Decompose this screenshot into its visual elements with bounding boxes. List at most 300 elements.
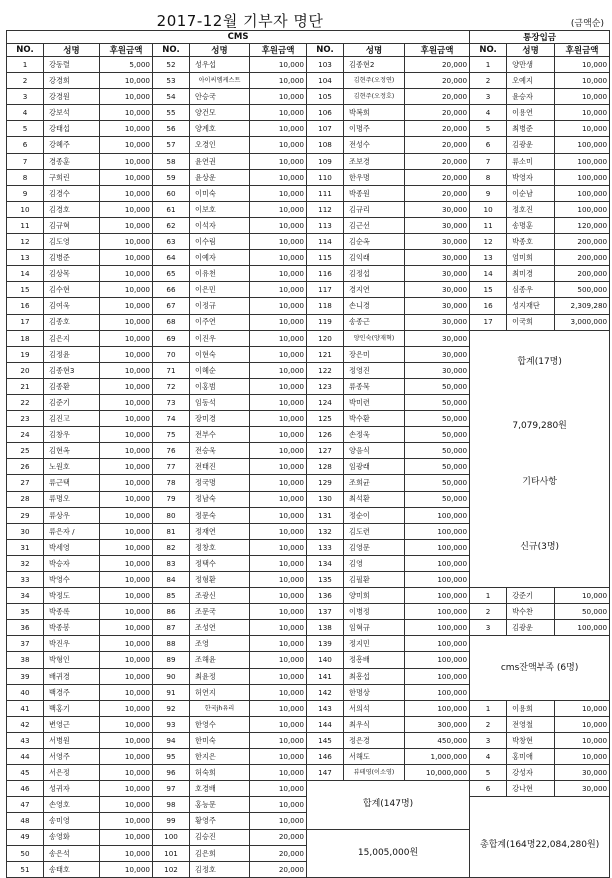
donor-name: 김필환 — [344, 572, 405, 588]
donor-amount: 10,000 — [555, 716, 610, 732]
donor-amount: 30,000 — [405, 234, 470, 250]
donor-name: 임동석 — [190, 394, 250, 410]
donor-no: 128 — [307, 459, 344, 475]
donor-amount: 10,000 — [250, 250, 307, 266]
donor-no: 83 — [153, 555, 190, 571]
donor-amount: 10,000 — [250, 652, 307, 668]
donor-name: 김정호 — [190, 861, 250, 877]
donor-no: 67 — [153, 298, 190, 314]
donor-no: 14 — [470, 266, 507, 282]
donor-amount: 10,000 — [250, 330, 307, 346]
donor-amount: 10,000 — [250, 153, 307, 169]
donor-name: 조성연 — [190, 620, 250, 636]
donor-amount: 10,000 — [100, 314, 153, 330]
donor-no: 38 — [7, 652, 44, 668]
donor-no: 143 — [307, 700, 344, 716]
donor-no: 55 — [153, 105, 190, 121]
donor-no: 13 — [7, 250, 44, 266]
donor-no: 54 — [153, 89, 190, 105]
donor-no: 44 — [7, 749, 44, 765]
donor-name: 배귀경 — [44, 668, 100, 684]
cms-section-header: CMS — [7, 31, 470, 44]
donor-no: 14 — [7, 266, 44, 282]
donor-name: 조해윤 — [190, 652, 250, 668]
donor-name: 조보경 — [344, 153, 405, 169]
donor-amount: 20,000 — [405, 153, 470, 169]
donor-amount: 30,000 — [405, 266, 470, 282]
donor-no: 104 — [307, 73, 344, 89]
donor-amount: 10,000 — [555, 732, 610, 748]
new-registration-label: 신규(3명) — [470, 507, 610, 587]
donor-name: 김진고 — [44, 411, 100, 427]
donor-no: 5 — [470, 121, 507, 137]
donor-no: 11 — [7, 217, 44, 233]
donor-name: 최윤정 — [190, 668, 250, 684]
donor-amount: 100,000 — [555, 169, 610, 185]
donor-name: 박영수 — [44, 572, 100, 588]
donor-no: 23 — [7, 411, 44, 427]
donor-name: 양인숙(양재혁) — [344, 330, 405, 346]
donor-name: 류명오 — [44, 491, 100, 507]
donor-no: 80 — [153, 507, 190, 523]
donor-amount: 100,000 — [555, 153, 610, 169]
donor-name: 이국희 — [507, 314, 555, 330]
donor-name: 김은지 — [44, 330, 100, 346]
donor-amount: 100,000 — [405, 636, 470, 652]
donor-no: 4 — [470, 105, 507, 121]
table-row — [7, 330, 610, 346]
donor-name: 박형인 — [44, 652, 100, 668]
donor-no: 2 — [7, 73, 44, 89]
donor-no: 68 — [153, 314, 190, 330]
donor-name: 박종봉 — [44, 620, 100, 636]
donor-amount: 50,000 — [405, 411, 470, 427]
donor-name: 김병준 — [44, 250, 100, 266]
donor-no: 64 — [153, 250, 190, 266]
donor-name: 박수환 — [344, 411, 405, 427]
donor-amount: 10,000 — [100, 89, 153, 105]
donor-name: 서영주 — [44, 749, 100, 765]
donor-name: 윤연권 — [190, 153, 250, 169]
donor-amount: 100,000 — [405, 668, 470, 684]
donor-amount: 10,000 — [250, 620, 307, 636]
donor-amount: 10,000 — [100, 507, 153, 523]
donor-amount: 10,000 — [250, 781, 307, 797]
table-row — [7, 459, 610, 475]
col-amount: 후원금액 — [250, 44, 307, 57]
donor-amount: 10,000 — [100, 105, 153, 121]
donor-name: 백홍기 — [44, 700, 100, 716]
donor-no: 35 — [7, 604, 44, 620]
donor-name: 송태호 — [44, 861, 100, 877]
donor-no: 37 — [7, 636, 44, 652]
donor-name: 송미영 — [44, 813, 100, 829]
donor-amount: 10,000 — [100, 234, 153, 250]
donor-no: 112 — [307, 201, 344, 217]
donor-amount: 120,000 — [555, 217, 610, 233]
donor-name: 윤승자 — [507, 89, 555, 105]
donor-name: 이미숙 — [190, 185, 250, 201]
donor-amount: 10,000 — [100, 813, 153, 829]
donor-amount: 100,000 — [405, 572, 470, 588]
donor-amount: 10,000 — [250, 443, 307, 459]
donor-name: 이현숙 — [190, 346, 250, 362]
donor-no: 40 — [7, 684, 44, 700]
donor-name: 정재연 — [190, 523, 250, 539]
donor-amount: 10,000 — [100, 217, 153, 233]
donor-no: 50 — [7, 845, 44, 861]
donor-amount: 10,000 — [100, 459, 153, 475]
donor-no: 24 — [7, 427, 44, 443]
donor-no: 4 — [7, 105, 44, 121]
donor-name: 박정도 — [44, 588, 100, 604]
donor-no: 9 — [470, 185, 507, 201]
donor-no: 94 — [153, 732, 190, 748]
donor-amount: 10,000 — [250, 700, 307, 716]
donor-amount: 200,000 — [555, 234, 610, 250]
donor-no: 78 — [153, 475, 190, 491]
donor-name: 한지은 — [190, 749, 250, 765]
donor-no: 47 — [7, 797, 44, 813]
donor-amount: 20,000 — [250, 829, 307, 845]
donor-name: 강보석 — [44, 105, 100, 121]
donor-amount: 30,000 — [405, 250, 470, 266]
donor-no: 20 — [7, 362, 44, 378]
donor-no: 2 — [470, 73, 507, 89]
donor-amount: 10,000 — [250, 604, 307, 620]
donor-name: 홍능문 — [190, 797, 250, 813]
table-row — [7, 234, 610, 250]
donor-no: 107 — [307, 121, 344, 137]
donor-no: 130 — [307, 491, 344, 507]
donor-no: 33 — [7, 572, 44, 588]
donor-no: 142 — [307, 684, 344, 700]
donor-no: 1 — [470, 588, 507, 604]
table-row — [7, 250, 610, 266]
table-row — [7, 588, 610, 604]
donor-name: 김종호 — [44, 314, 100, 330]
donor-name: 정영진 — [344, 362, 405, 378]
cms-shortfall-label: cms잔액부족 (6명) — [470, 636, 610, 700]
donor-no: 8 — [470, 169, 507, 185]
donor-no: 26 — [7, 459, 44, 475]
donor-amount: 10,000 — [100, 298, 153, 314]
table-row — [7, 201, 610, 217]
donor-name: 손니경 — [344, 298, 405, 314]
donor-no: 3 — [7, 89, 44, 105]
table-row — [7, 298, 610, 314]
donor-no: 133 — [307, 539, 344, 555]
donor-no: 76 — [153, 443, 190, 459]
donor-name: 경종훈 — [44, 153, 100, 169]
table-row — [7, 765, 610, 781]
donor-no: 145 — [307, 732, 344, 748]
donor-name: 정창호 — [190, 539, 250, 555]
donor-amount: 10,000 — [250, 201, 307, 217]
donor-no: 12 — [470, 234, 507, 250]
donor-name: 강경원 — [44, 89, 100, 105]
donor-name: 김규리 — [344, 201, 405, 217]
donor-amount: 10,000 — [100, 153, 153, 169]
donor-name: 서은정 — [44, 765, 100, 781]
donor-name: 최미경 — [507, 266, 555, 282]
donor-no: 146 — [307, 749, 344, 765]
donor-no: 123 — [307, 378, 344, 394]
donor-name: 송종근 — [344, 314, 405, 330]
donor-no: 119 — [307, 314, 344, 330]
donor-name: 김광운 — [507, 137, 555, 153]
donor-no: 5 — [470, 765, 507, 781]
donor-no: 1 — [470, 700, 507, 716]
donor-amount: 100,000 — [405, 652, 470, 668]
donor-name: 전승욱 — [190, 443, 250, 459]
donor-amount: 10,000 — [250, 234, 307, 250]
donor-amount: 10,000 — [100, 266, 153, 282]
donor-amount: 10,000 — [100, 378, 153, 394]
donor-amount: 10,000 — [250, 475, 307, 491]
donor-no: 16 — [7, 298, 44, 314]
donor-amount: 10,000 — [250, 137, 307, 153]
donor-no: 91 — [153, 684, 190, 700]
donor-amount: 10,000 — [555, 700, 610, 716]
donor-name: 류은자 / — [44, 523, 100, 539]
donor-no: 7 — [7, 153, 44, 169]
donor-no: 39 — [7, 668, 44, 684]
donor-amount: 200,000 — [555, 266, 610, 282]
donor-name: 김종환 — [44, 378, 100, 394]
donor-no: 121 — [307, 346, 344, 362]
donor-no: 36 — [7, 620, 44, 636]
donor-no: 87 — [153, 620, 190, 636]
donor-amount: 30,000 — [405, 282, 470, 298]
donor-no: 135 — [307, 572, 344, 588]
donor-no: 63 — [153, 234, 190, 250]
donor-name: 이용연 — [507, 105, 555, 121]
table-row — [7, 314, 610, 330]
donor-no: 11 — [470, 217, 507, 233]
donor-amount: 10,000 — [100, 523, 153, 539]
donor-no: 129 — [307, 475, 344, 491]
transfer-total-amount: 7,079,280원 — [470, 394, 610, 458]
donor-amount: 50,000 — [555, 604, 610, 620]
donor-no: 45 — [7, 765, 44, 781]
donor-amount: 50,000 — [405, 394, 470, 410]
donor-no: 115 — [307, 250, 344, 266]
donor-no: 105 — [307, 89, 344, 105]
donor-no: 89 — [153, 652, 190, 668]
donor-amount: 10,000 — [555, 588, 610, 604]
donor-name: 노원호 — [44, 459, 100, 475]
donor-amount: 10,000 — [250, 411, 307, 427]
donor-no: 28 — [7, 491, 44, 507]
donor-amount: 10,000 — [100, 555, 153, 571]
donor-amount: 100,000 — [555, 185, 610, 201]
donor-no: 147 — [307, 765, 344, 781]
donor-name: 이병정 — [344, 604, 405, 620]
donor-amount: 100,000 — [405, 555, 470, 571]
donor-amount: 10,000 — [250, 732, 307, 748]
donor-name: 이수림 — [190, 234, 250, 250]
donor-no: 126 — [307, 427, 344, 443]
donor-amount: 3,000,000 — [555, 314, 610, 330]
donor-no: 22 — [7, 394, 44, 410]
donor-name: 성지재단 — [507, 298, 555, 314]
donor-amount: 10,000 — [100, 137, 153, 153]
donor-name: 심종우 — [507, 282, 555, 298]
donor-amount: 30,000 — [555, 765, 610, 781]
donor-no: 59 — [153, 169, 190, 185]
donor-no: 15 — [7, 282, 44, 298]
column-header-row — [7, 44, 610, 57]
donor-no: 72 — [153, 378, 190, 394]
donor-no: 140 — [307, 652, 344, 668]
donor-amount: 10,000 — [250, 346, 307, 362]
donor-amount: 10,000 — [250, 73, 307, 89]
donor-no: 52 — [153, 57, 190, 73]
donor-name: 김도련 — [344, 523, 405, 539]
donor-no: 141 — [307, 668, 344, 684]
donor-no: 58 — [153, 153, 190, 169]
donor-name: 김수현 — [44, 282, 100, 298]
donor-amount: 10,000 — [100, 475, 153, 491]
donor-no: 18 — [7, 330, 44, 346]
donor-no: 5 — [7, 121, 44, 137]
donor-amount: 10,000 — [250, 813, 307, 829]
donor-name: 장은미 — [344, 346, 405, 362]
donor-no: 56 — [153, 121, 190, 137]
donor-name: 허연지 — [190, 684, 250, 700]
table-row — [7, 604, 610, 620]
donor-amount: 30,000 — [405, 298, 470, 314]
donor-amount: 1,000,000 — [405, 749, 470, 765]
donor-amount: 100,000 — [405, 700, 470, 716]
blank-area — [470, 861, 610, 877]
col-name: 성명 — [344, 44, 405, 57]
donor-name: 김종현3 — [44, 362, 100, 378]
donor-amount: 10,000 — [250, 427, 307, 443]
donor-amount: 500,000 — [555, 282, 610, 298]
donor-amount: 20,000 — [405, 137, 470, 153]
donor-amount: 30,000 — [405, 217, 470, 233]
donor-no: 101 — [153, 845, 190, 861]
donor-name: 김익래 — [344, 250, 405, 266]
donor-name: 김현주(오정호) — [344, 89, 405, 105]
donor-amount: 30,000 — [405, 330, 470, 346]
donor-amount: 10,000 — [100, 73, 153, 89]
donor-amount: 10,000 — [250, 539, 307, 555]
donor-amount: 50,000 — [405, 459, 470, 475]
donor-no: 127 — [307, 443, 344, 459]
donor-no: 12 — [7, 234, 44, 250]
donor-no: 134 — [307, 555, 344, 571]
donor-amount: 100,000 — [555, 201, 610, 217]
sort-note: (금액순) — [570, 19, 604, 29]
donor-amount: 20,000 — [405, 169, 470, 185]
blank-area — [470, 797, 610, 829]
donor-amount: 20,000 — [405, 121, 470, 137]
donor-amount: 100,000 — [555, 620, 610, 636]
donor-no: 103 — [307, 57, 344, 73]
donor-name: 김광운 — [507, 620, 555, 636]
donor-amount: 10,000 — [250, 282, 307, 298]
donor-name: 김준기 — [44, 394, 100, 410]
donor-amount: 200,000 — [555, 250, 610, 266]
donor-amount: 10,000 — [250, 668, 307, 684]
donor-amount: 10,000 — [100, 362, 153, 378]
donor-amount: 10,000 — [100, 829, 153, 845]
donor-name: 한우명 — [344, 169, 405, 185]
donor-name: 아이씨엠케스트 — [190, 73, 250, 89]
donor-amount: 20,000 — [250, 845, 307, 861]
donor-no: 95 — [153, 749, 190, 765]
donor-no: 92 — [153, 700, 190, 716]
donor-name: 김은희 — [190, 845, 250, 861]
donor-amount: 10,000 — [250, 636, 307, 652]
donor-amount: 10,000 — [250, 169, 307, 185]
donor-name: 정호진 — [507, 201, 555, 217]
col-name: 성명 — [190, 44, 250, 57]
donor-no: 9 — [7, 185, 44, 201]
donor-no: 96 — [153, 765, 190, 781]
donor-table — [6, 30, 610, 878]
donor-no: 60 — [153, 185, 190, 201]
donor-name: 조광신 — [190, 588, 250, 604]
donor-name: 박미련 — [344, 394, 405, 410]
donor-name: 이진우 — [190, 330, 250, 346]
donor-name: 이유천 — [190, 266, 250, 282]
donor-name: 김경호 — [44, 201, 100, 217]
donor-name: 성우섭 — [190, 57, 250, 73]
table-row — [7, 105, 610, 121]
donor-no: 3 — [470, 732, 507, 748]
donor-no: 25 — [7, 443, 44, 459]
donor-amount: 10,000 — [250, 266, 307, 282]
table-row — [7, 716, 610, 732]
donor-amount: 10,000 — [250, 555, 307, 571]
donor-no: 77 — [153, 459, 190, 475]
donor-name: 정은경 — [344, 732, 405, 748]
donor-no: 61 — [153, 201, 190, 217]
donor-no: 110 — [307, 169, 344, 185]
donor-amount: 50,000 — [405, 427, 470, 443]
donor-no: 98 — [153, 797, 190, 813]
donor-name: 정문숙 — [190, 507, 250, 523]
donor-amount: 10,000 — [100, 781, 153, 797]
donor-name: 이주연 — [190, 314, 250, 330]
donor-no: 99 — [153, 813, 190, 829]
donor-name: 허숙희 — [190, 765, 250, 781]
donor-name: 김규혁 — [44, 217, 100, 233]
donor-amount: 100,000 — [405, 620, 470, 636]
donor-name: 김영문 — [344, 539, 405, 555]
donor-amount: 10,000,000 — [405, 765, 470, 781]
donor-name: 뷰테영(이소영) — [344, 765, 405, 781]
donor-no: 86 — [153, 604, 190, 620]
donor-no: 27 — [7, 475, 44, 491]
donor-amount: 10,000 — [100, 716, 153, 732]
donor-name: 안승국 — [190, 89, 250, 105]
donor-no: 65 — [153, 266, 190, 282]
donor-no: 43 — [7, 732, 44, 748]
donor-name: 박창현 — [507, 732, 555, 748]
donor-no: 93 — [153, 716, 190, 732]
donor-name: 최흥섭 — [344, 668, 405, 684]
donor-name: 류근택 — [44, 475, 100, 491]
donor-name: 양음식 — [344, 443, 405, 459]
donor-no: 114 — [307, 234, 344, 250]
donor-amount: 10,000 — [555, 73, 610, 89]
donor-name: 최우식 — [344, 716, 405, 732]
